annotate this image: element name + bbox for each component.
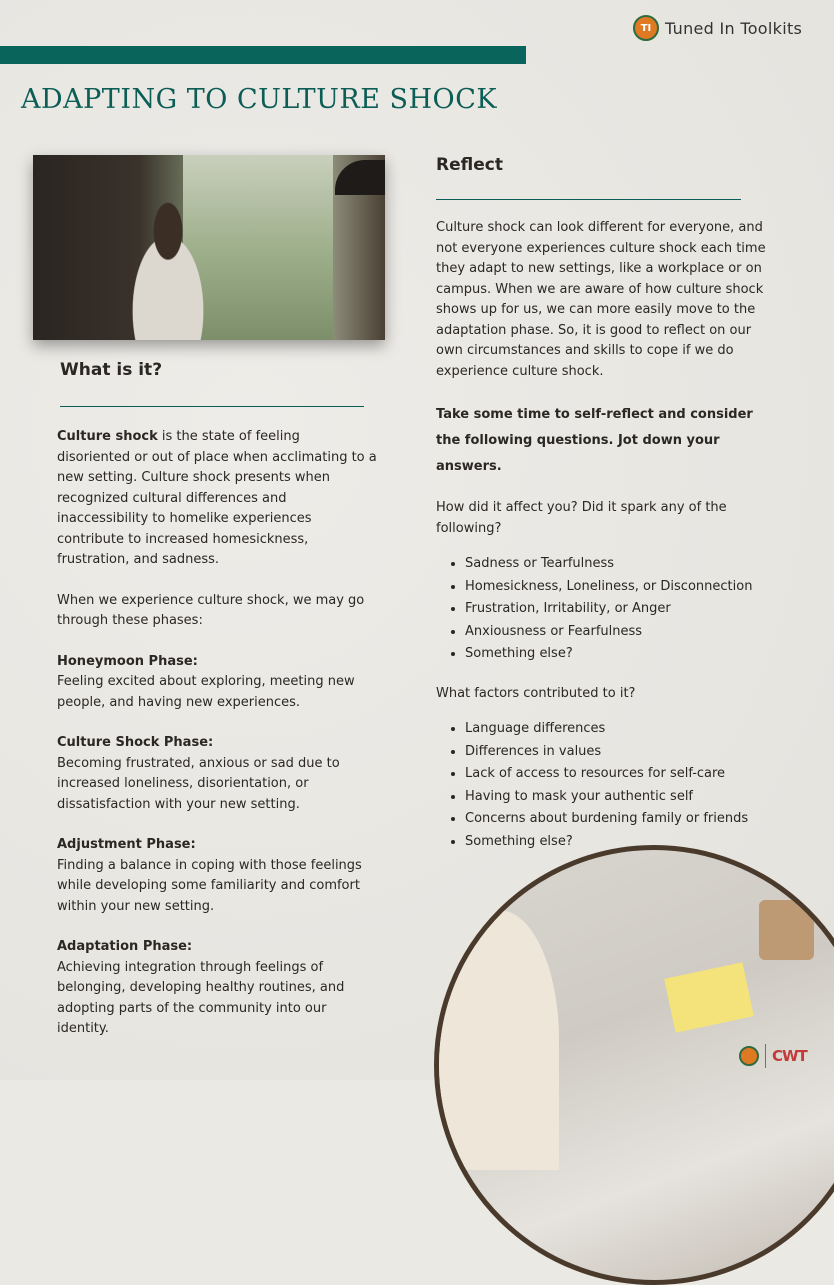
person-detail	[113, 195, 223, 340]
reflect-heading: Reflect	[436, 155, 503, 175]
brand-name: Tuned In Toolkits	[665, 18, 803, 38]
logo-divider	[765, 1044, 766, 1068]
what-is-it-section	[57, 360, 377, 1040]
phase-title: Adjustment Phase:	[57, 837, 196, 852]
phase-title: Honeymoon Phase:	[57, 653, 198, 669]
phase-title: Adaptation Phase:	[57, 939, 193, 954]
list-item: • Homesickness, Loneliness, or Disconnection	[465, 576, 781, 599]
phase-item	[57, 835, 377, 917]
lamp-detail	[335, 160, 385, 195]
reflect-prompt: Take some time to self-reflect and consider the following questions. Jot down your answers.	[436, 407, 753, 474]
list-item: • Something else?	[465, 831, 781, 854]
phase-item	[57, 652, 377, 714]
phase-text: Finding a balance in coping with those feelings while developing some familiarity and comfort within your new setting.	[57, 857, 362, 914]
hijab-detail	[439, 910, 559, 1170]
list-item: • Frustration, Irritability, or Anger	[465, 598, 781, 621]
list-item: • Language differences	[465, 718, 781, 741]
tuned-in-toolkits-logo-icon: TI	[633, 15, 659, 41]
list-item: • Having to mask your authentic self	[465, 786, 781, 809]
what-is-it-heading: What is it?	[60, 360, 163, 380]
accent-bar	[0, 46, 526, 64]
list-item: • Anxiousness or Fearfulness	[465, 621, 781, 644]
footer-logos	[739, 1044, 807, 1068]
list-item: • Concerns about burdening family or friends	[465, 808, 781, 831]
phase-text: Becoming frustrated, anxious or sad due to increased loneliness, disorientation, or dissatisfaction with your new setting.	[57, 755, 340, 812]
section-divider	[60, 406, 364, 407]
list-item: • Differences in values	[465, 741, 781, 764]
list-item: • Sadness or Tearfulness	[465, 553, 781, 576]
phase-text: Achieving integration through feelings of belonging, developing healthy routines, and adopting parts of the community into our identity.	[57, 959, 345, 1036]
tuned-in-toolkits-logo-icon	[739, 1046, 759, 1066]
phase-item	[57, 937, 377, 1040]
definition-paragraph	[57, 427, 377, 571]
brand-header	[633, 15, 802, 41]
phases-intro: When we experience culture shock, we may go through these phases:	[57, 592, 365, 628]
cwt-logo: CWT	[772, 1047, 807, 1065]
reflect-intro: Culture shock can look different for everyone, and not everyone experiences culture shock each time they adapt to new settings, like a workplace or on campus. When we are aware of how culture shock shows up for us, we can more easily move to the adaptation phase. So, it is good to reflect on our own circumstances and skills to cope if we do experience culture shock.	[436, 220, 766, 379]
question-2-list	[436, 718, 781, 853]
phase-title: Culture Shock Phase:	[57, 735, 214, 750]
question-1: How did it affect you? Did it spark any of the following?	[436, 500, 727, 536]
coffee-cup-detail	[759, 900, 814, 960]
list-item: • Something else?	[465, 643, 781, 666]
definition-term: Culture shock	[57, 429, 158, 444]
question-2: What factors contributed to it?	[436, 685, 636, 701]
definition-text: is the state of feeling disoriented or out of place when acclimating to a new setting. Culture shock presents when recognized cultural differences and inaccessibility to homelike experiences contribute to increased homesickness, frustration, and sadness.	[57, 429, 377, 567]
section-divider	[436, 199, 741, 200]
phase-item	[57, 733, 377, 815]
man-at-laptop-photo	[33, 155, 385, 340]
phase-text: Feeling excited about exploring, meeting new people, and having new experiences.	[57, 674, 355, 710]
page-title: ADAPTING TO CULTURE SHOCK	[21, 84, 498, 115]
sticky-note-detail	[664, 962, 754, 1032]
question-1-list	[436, 553, 781, 666]
reflect-section	[436, 155, 781, 853]
list-item: • Lack of access to resources for self-care	[465, 763, 781, 786]
